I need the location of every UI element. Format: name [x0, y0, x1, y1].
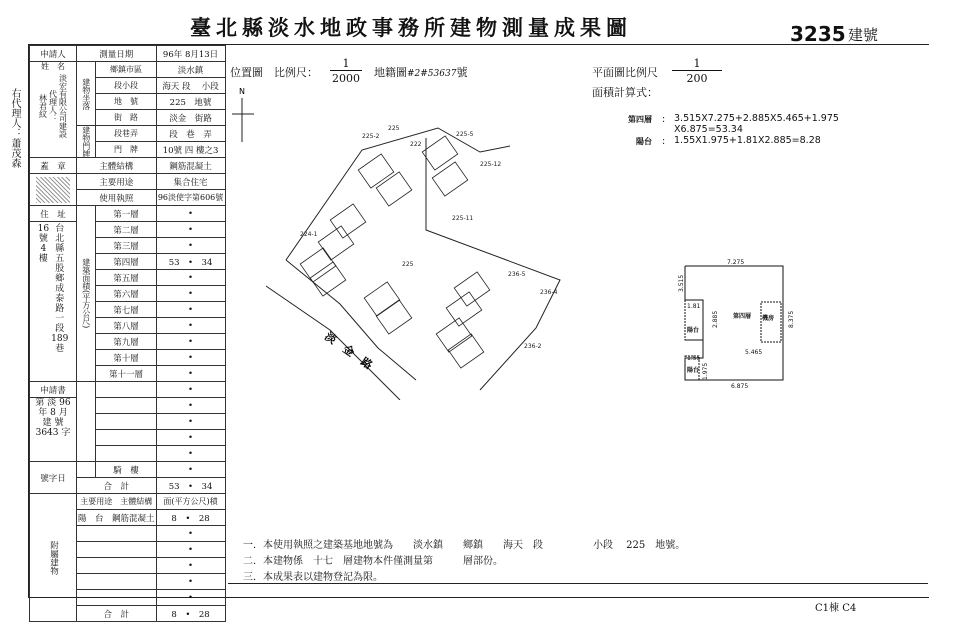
floor-name-5: 第六層 — [96, 286, 156, 302]
attached-area-4: • — [156, 574, 225, 590]
floor-name-0: 第一層 — [96, 206, 156, 222]
permit-label: 使用執照 — [77, 190, 157, 206]
road-name: 淡 金 路 — [322, 329, 375, 373]
dim-3: 2.885 — [712, 310, 719, 328]
dim-5: 1.55 — [687, 355, 701, 362]
agent-vertical-text: 右代理人：蕭茂森 — [9, 88, 20, 168]
application-label: 申請書 — [30, 382, 77, 398]
loc-value-5: 10號 四 樓之3 — [156, 142, 225, 158]
floor-name-2: 第三層 — [96, 238, 156, 254]
cadastral-label: 地籍圖#2#53637號 — [374, 66, 468, 79]
floor-name-6: 第七層 — [96, 302, 156, 318]
info-table — [29, 45, 226, 622]
survey-date-label: 測量日期 — [77, 46, 157, 62]
loc-label-0: 鄉鎮市區 — [96, 62, 156, 78]
address-header: 建物門牌 — [77, 126, 96, 158]
plan-scale-num: 1 — [672, 57, 722, 71]
note-2: 二．本建物係 十七 層建物本件僅測量第 層部份。 — [243, 556, 503, 567]
floor-name-3: 第四層 — [96, 254, 156, 270]
area-calc-label: 面積計算式： — [592, 86, 658, 99]
address-col-1: 16 號 4 樓 — [37, 224, 50, 264]
floor-name-8: 第九層 — [96, 334, 156, 350]
attached-area-3: • — [156, 558, 225, 574]
dim-2: 1.81 — [687, 303, 701, 310]
plan-outline — [685, 266, 783, 380]
loc-value-2: 225 地號 — [156, 94, 225, 110]
parcel-label-0: 225-2 — [362, 133, 380, 140]
calc1-line1: 3.515X7.275+2.885X5.465+1.975 — [674, 113, 839, 124]
floor-name-9: 第十層 — [96, 350, 156, 366]
parcel-label-6: 225-11 — [452, 215, 474, 222]
parcel-label-10: 236-2 — [524, 343, 542, 350]
room-2: 陽台 — [687, 367, 700, 374]
parcel-label-5: 224-1 — [300, 231, 318, 238]
application-num-label: 號字日 — [30, 462, 77, 494]
floor-name-11 — [96, 382, 156, 398]
road-edge-upper — [286, 260, 416, 380]
floor-area-6: • — [156, 302, 225, 318]
calc1-label: 第四層 — [628, 115, 652, 124]
building-number-label: 建號 — [848, 26, 879, 44]
dim-7: 1.975 — [702, 362, 709, 380]
floor-name-14 — [96, 430, 156, 446]
parcel-label-2: 225-5 — [456, 131, 474, 138]
floors-total-label: 合 計 — [77, 478, 157, 494]
loc-label-3: 街 路 — [96, 110, 156, 126]
floor-name-7: 第八層 — [96, 318, 156, 334]
loc-label-4: 段巷弄 — [96, 126, 156, 142]
location-header: 建物坐落 — [77, 62, 96, 126]
attached-area-2: • — [156, 542, 225, 558]
parcel-label-3: 222 — [410, 141, 422, 148]
applicant-name-label: 姓 名 — [41, 62, 65, 71]
location-scale-den: 2000 — [332, 72, 360, 85]
floor-name-13 — [96, 414, 156, 430]
floor-name-15 — [96, 446, 156, 462]
floors-side-label: 建築面積(平方公尺) — [77, 206, 96, 382]
survey-date-value: 96年 8月13日 — [156, 46, 225, 62]
dim-1: 3.515 — [678, 274, 685, 292]
use-value: 集合住宅 — [156, 174, 225, 190]
loc-value-1: 海天 段 小段 — [156, 78, 225, 94]
dim-0: 7.275 — [727, 259, 745, 266]
loc-label-5: 門 牌 — [96, 142, 156, 158]
parcel-label-7: 225 — [402, 261, 414, 268]
note-3: 三．本成果表以建物登記為限。 — [243, 572, 383, 583]
address-label: 住 址 — [30, 206, 77, 222]
loc-value-3: 淡金 街路 — [156, 110, 225, 126]
floor-area-12: • — [156, 398, 225, 414]
floor-area-13: • — [156, 414, 225, 430]
attached-header-use: 主要用途 主體結構 — [77, 494, 157, 510]
seal-label: 蓋 章 — [30, 158, 77, 174]
loc-label-1: 段小段 — [96, 78, 156, 94]
parcel-label-8: 236-5 — [508, 271, 526, 278]
floor-area-2: • — [156, 238, 225, 254]
machine-room — [761, 302, 781, 342]
plan-scale-den: 200 — [686, 72, 708, 85]
location-map — [230, 80, 570, 400]
floor-name-10: 第十一層 — [96, 366, 156, 382]
dim-8: 6.875 — [731, 383, 749, 388]
floor-name-12 — [96, 398, 156, 414]
parcel-label-9: 236-4 — [540, 289, 558, 296]
floor-name-16: 騎 樓 — [96, 462, 156, 478]
permit-value: 96淡使字第606號 — [156, 190, 225, 206]
floors-total-value: 53 • 34 — [156, 478, 225, 494]
floor-area-4: • — [156, 270, 225, 286]
floor-area-1: • — [156, 222, 225, 238]
use-label: 主要用途 — [77, 174, 157, 190]
attached-area-0: 8 • 28 — [156, 510, 225, 526]
dim-4: 8.375 — [788, 310, 795, 328]
parcel-labels — [300, 125, 558, 350]
attached-area-1: • — [156, 526, 225, 542]
parcel-label-4: 225-12 — [480, 161, 502, 168]
floor-name-1: 第二層 — [96, 222, 156, 238]
attached-area-5: • — [156, 590, 225, 606]
attached-row-0: 陽 台 鋼筋混凝土 — [77, 510, 157, 526]
location-map-label: 位置圖 比例尺： — [230, 66, 318, 79]
parcel-label-1: 225 — [388, 125, 400, 132]
floor-area-3: 53 • 34 — [156, 254, 225, 270]
applicant-company: 淡宏有限公司建設 — [58, 74, 68, 138]
applicant-label: 申請人 — [30, 46, 77, 62]
floor-area-11: • — [156, 382, 225, 398]
room-1: 陽台 — [687, 327, 700, 334]
footer-code: C1棟 C4 — [815, 603, 857, 614]
location-scale-num: 1 — [330, 57, 362, 71]
seal-stamp — [30, 174, 77, 206]
calc1-line2: X6.875=53.34 — [674, 124, 743, 135]
applicant-rep-label: 代理人： — [48, 90, 58, 122]
loc-label-2: 地 號 — [96, 94, 156, 110]
page-title: 臺北縣淡水地政事務所建物測量成果圖 — [190, 15, 632, 40]
building-number: 3235 — [790, 22, 846, 46]
floor-name-4: 第五層 — [96, 270, 156, 286]
calc2-colon: : — [662, 136, 666, 147]
plan-label: 平面圖比例尺 — [592, 66, 658, 79]
application-details: 第 淡 96 年 8 月 建 號 3643 字 — [35, 398, 71, 438]
floor-area-9: • — [156, 350, 225, 366]
structure-value: 鋼筋混凝土 — [156, 158, 225, 174]
structure-label: 主體結構 — [77, 158, 157, 174]
attached-side-label: 附屬建物 — [30, 494, 77, 622]
room-3: 機房 — [762, 315, 775, 322]
notes-divider — [228, 583, 928, 584]
applicant-rep: 林君紋 — [38, 94, 48, 118]
loc-value-4: 段 巷 弄 — [156, 126, 225, 142]
loc-value-0: 淡水鎮 — [156, 62, 225, 78]
parcel-boundary-right — [426, 138, 560, 390]
dim-6: 5.465 — [745, 349, 763, 356]
floor-area-7: • — [156, 318, 225, 334]
floor-area-5: • — [156, 286, 225, 302]
floor-area-0: • — [156, 206, 225, 222]
attached-header-area: 面(平方公尺)積 — [156, 494, 225, 510]
calc2-line: 1.55X1.975+1.81X2.885=8.28 — [674, 135, 821, 146]
north-label: N — [239, 87, 245, 96]
attached-total-label: 合 計 — [77, 606, 157, 622]
calc1-colon: : — [662, 114, 666, 125]
floor-area-10: • — [156, 366, 225, 382]
calc2-label: 陽台 — [636, 137, 652, 146]
room-0: 第四層 — [733, 313, 752, 320]
note-1: 一．本使用執照之建築基地地號為 淡水鎮 鄉鎮 海天 段 小段 225 地號。 — [243, 540, 686, 551]
floor-area-14: • — [156, 430, 225, 446]
address-col-2: 台 北 縣 五 股 鄉 成 泰 路 一 段 189 巷 — [51, 224, 69, 354]
attached-total-value: 8 • 28 — [156, 606, 225, 622]
parcel-boundary-top — [286, 128, 510, 260]
floor-area-8: • — [156, 334, 225, 350]
floor-area-15: • — [156, 446, 225, 462]
floor-area-16: • — [156, 462, 225, 478]
floor-plan — [675, 258, 805, 388]
